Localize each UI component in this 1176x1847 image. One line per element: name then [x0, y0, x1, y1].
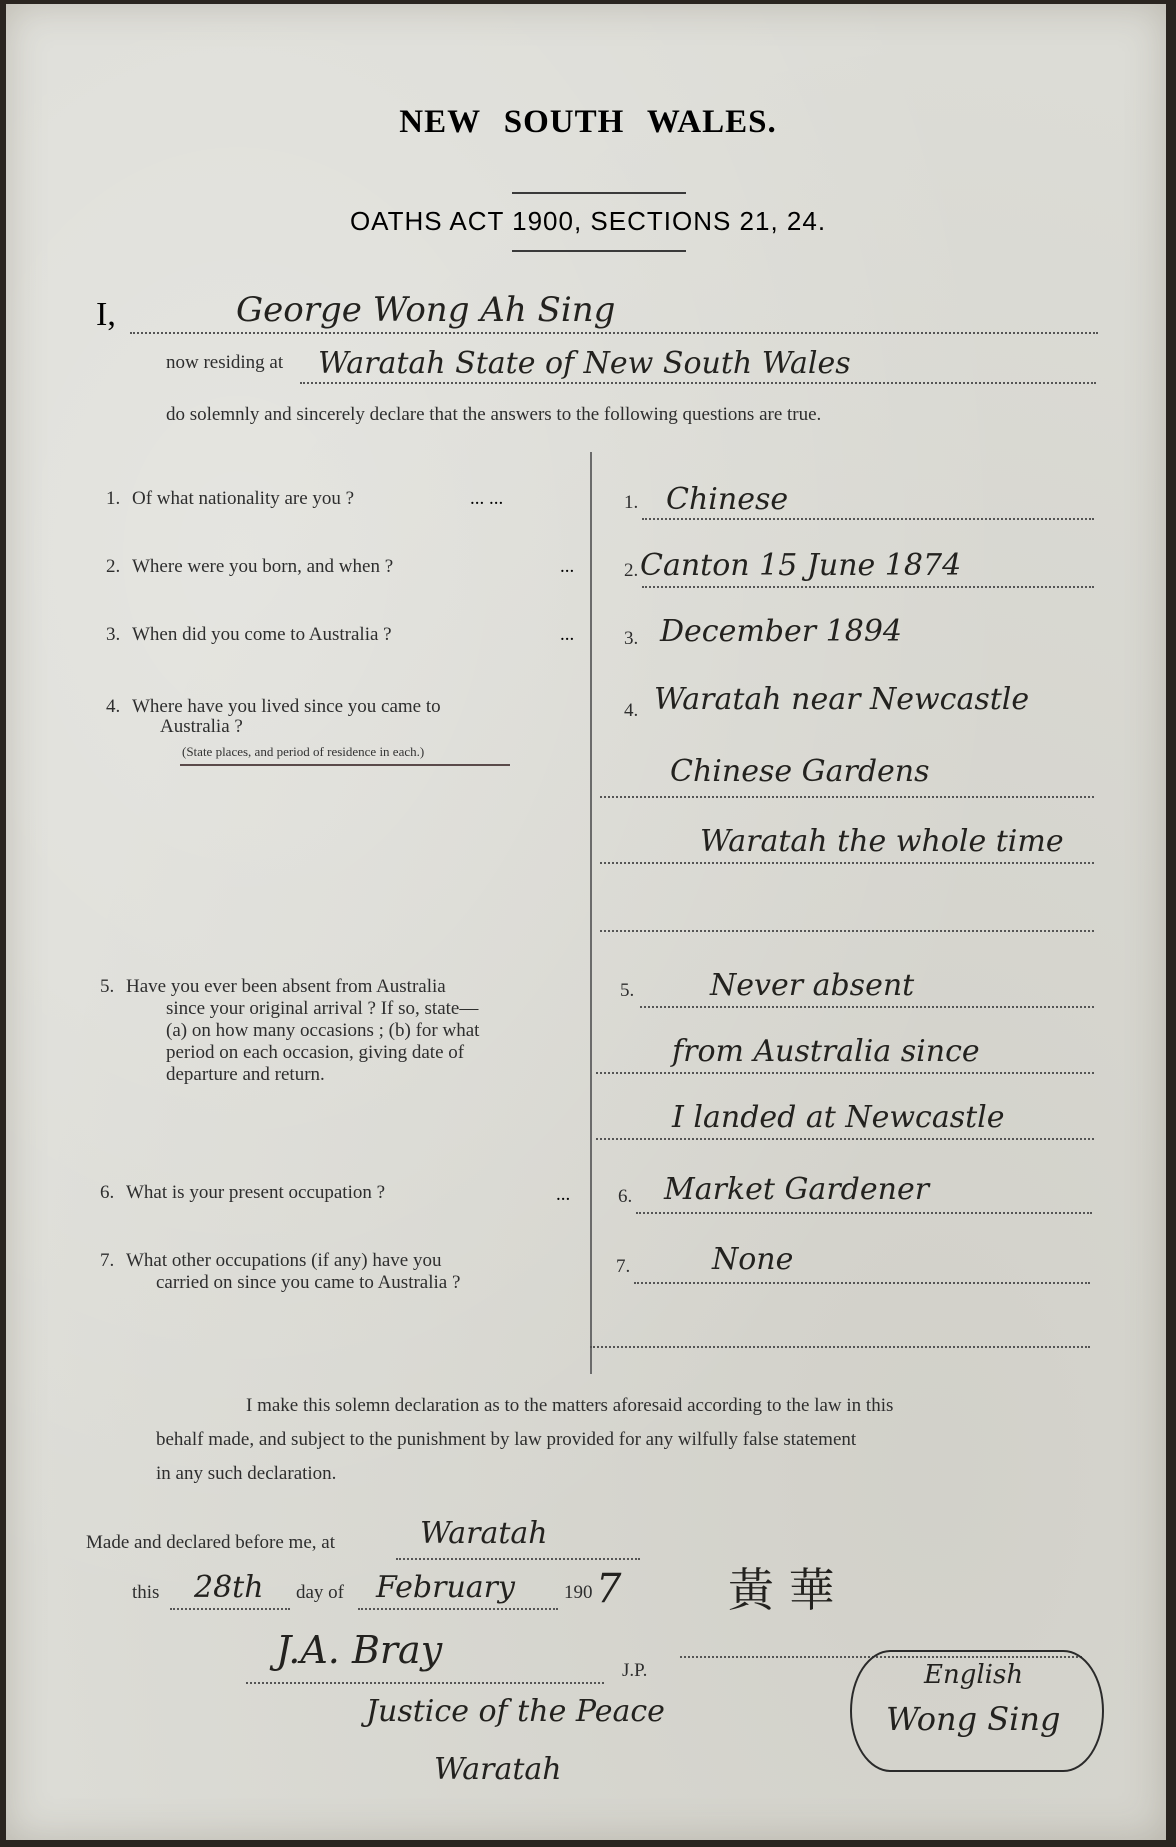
answer-7-line	[634, 1282, 1090, 1284]
answer-6-number: 6.	[618, 1186, 633, 1207]
year-suffix: 7	[596, 1566, 622, 1612]
title-rule-bottom	[512, 250, 686, 252]
answer-1-text: Chinese	[666, 482, 789, 517]
answer-5-line-1: Never absent	[710, 968, 915, 1003]
question-4-note: (State places, and period of residence in each.)	[182, 744, 425, 759]
jp-signature-line	[246, 1682, 604, 1684]
answer-7-number: 7.	[616, 1256, 631, 1277]
signing-place: Waratah	[420, 1516, 548, 1551]
answer-5-line-2: from Australia since	[672, 1034, 980, 1069]
answer-5-rule-3	[596, 1138, 1094, 1140]
declarant-prefix: I,	[96, 296, 116, 333]
jp-title: Justice of the Peace	[366, 1694, 665, 1729]
question-4: 4. Where have you lived since you came to	[106, 696, 441, 717]
jp-place: Waratah	[434, 1752, 562, 1787]
answer-5-rule-2	[596, 1072, 1094, 1074]
signing-day: 28th	[194, 1570, 264, 1605]
answer-4-line-2: Chinese Gardens	[670, 754, 930, 789]
question-7: 7. What other occupations (if any) have you	[100, 1250, 442, 1271]
declarant-name: George Wong Ah Sing	[236, 290, 616, 330]
question-4-continued: Australia ?	[160, 716, 243, 737]
question-5-line-5: departure and return.	[166, 1064, 325, 1085]
question-1-ellipsis: ... ...	[470, 488, 504, 509]
answer-2-number: 2.	[624, 560, 639, 581]
question-3: 3. When did you come to Australia ?	[106, 624, 392, 645]
month-line	[358, 1608, 558, 1610]
answer-4-rule-3	[600, 862, 1094, 864]
place-line	[396, 1558, 640, 1560]
answer-3-text: December 1894	[660, 614, 902, 649]
answer-1-line	[642, 518, 1094, 520]
day-line	[170, 1608, 290, 1610]
answer-6-text: Market Gardener	[664, 1172, 930, 1207]
answer-4-line-1: Waratah near Newcastle	[654, 682, 1030, 717]
question-5-line-2: since your original arrival ? If so, state—	[166, 998, 479, 1019]
title-rule-top	[512, 192, 686, 194]
question-6-ellipsis: ...	[556, 1184, 571, 1205]
answer-2-text: Canton 15 June 1874	[640, 548, 962, 583]
question-7-continued: carried on since you came to Australia ?	[156, 1272, 461, 1293]
answer-5-number: 5.	[620, 980, 635, 1001]
declaration-line-1: I make this solemn declaration as to the matters aforesaid according to the law in this	[246, 1395, 894, 1416]
made-declared-label: Made and declared before me, at	[86, 1532, 335, 1553]
year-prefix: 190	[564, 1582, 593, 1603]
column-divider	[590, 452, 592, 1374]
answer-4-rule-2	[600, 796, 1094, 798]
declaration-line-2: behalf made, and subject to the punishment by law provided for any wilfully false statement	[156, 1429, 857, 1450]
question-6: 6. What is your present occupation ?	[100, 1182, 386, 1203]
document-sheet	[6, 4, 1166, 1840]
page-title: NEW SOUTH WALES.	[399, 104, 777, 140]
question-2-ellipsis: ...	[560, 556, 575, 577]
jp-label: J.P.	[622, 1660, 648, 1681]
day-of-label: day of	[296, 1582, 345, 1603]
name-dotted-line	[130, 332, 1098, 334]
question-2: 2. Where were you born, and when ?	[106, 556, 394, 577]
declarant-chinese-mark: 黃 華	[728, 1563, 835, 1617]
answer-4-rule-4	[600, 930, 1094, 932]
answer-5-line-3: I landed at Newcastle	[672, 1100, 1005, 1135]
answer-5-rule-1	[640, 1006, 1094, 1008]
answer-7-rule-2	[590, 1346, 1090, 1348]
answer-3-number: 3.	[624, 628, 639, 649]
residence-dotted-line	[300, 382, 1096, 384]
page-subtitle: OATHS ACT 1900, SECTIONS 21, 24.	[349, 206, 827, 236]
declarant-signature-line-2: Wong Sing	[886, 1700, 1061, 1738]
question-5-line-4: period on each occasion, giving date of	[166, 1042, 465, 1063]
question-5-line-3: (a) on how many occasions ; (b) for what	[166, 1020, 480, 1041]
declaration-line-3: in any such declaration.	[156, 1463, 337, 1484]
answer-4-line-3: Waratah the whole time	[700, 824, 1064, 859]
residing-label: now residing at	[166, 352, 284, 373]
question-4-note-rule	[180, 764, 510, 766]
question-1: 1. Of what nationality are you ?	[106, 488, 355, 509]
answer-4-number: 4.	[624, 700, 639, 721]
declarant-signature-line-1: English	[924, 1660, 1024, 1690]
answer-1-number: 1.	[624, 492, 639, 513]
answer-6-line	[636, 1212, 1092, 1214]
declaration-intro: do solemnly and sincerely declare that the answers to the following questions are true.	[166, 404, 822, 425]
this-label: this	[132, 1582, 160, 1603]
question-3-ellipsis: ...	[560, 624, 575, 645]
signing-month: February	[376, 1570, 515, 1605]
declarant-residence: Waratah State of New South Wales	[318, 346, 851, 381]
answer-7-text: None	[712, 1242, 794, 1277]
answer-2-line	[642, 586, 1094, 588]
jp-signature: J.A. Bray	[276, 1628, 443, 1672]
question-5: 5. Have you ever been absent from Australia	[100, 976, 446, 997]
